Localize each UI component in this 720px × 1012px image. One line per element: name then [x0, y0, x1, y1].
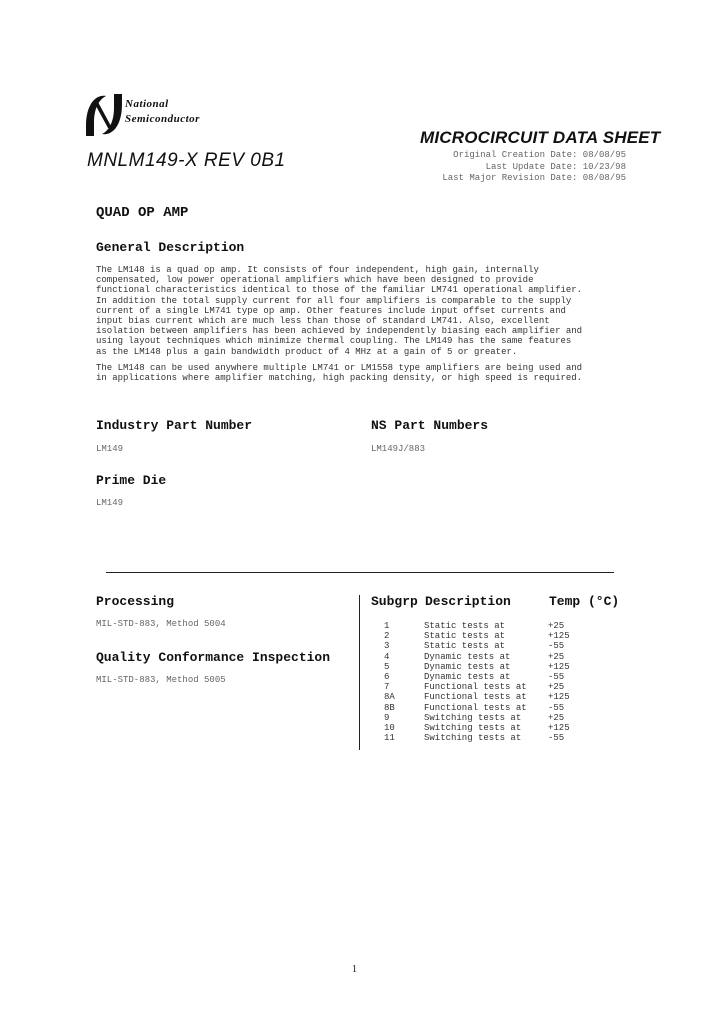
description-line: using layout techniques which minimize thermal coupling. The LM149 has the same features [96, 336, 572, 347]
description-line: The LM148 can be used anywhere multiple LM741 or LM1558 type amplifiers are being used and [96, 363, 583, 373]
table-row [384, 621, 588, 631]
description-cell: Static tests at [424, 621, 506, 631]
general-description-heading: General Description [96, 240, 245, 255]
logo-wordmark [125, 97, 200, 127]
temp-cell: +25 [548, 712, 565, 723]
table-row [384, 652, 588, 662]
creation-date: Original Creation Date: 08/08/95 [453, 150, 626, 160]
section-divider [106, 572, 614, 573]
description-line: current of a single LM741 type op amp. Other features include input offset currents and [96, 305, 566, 316]
description-cell: Functional tests at [424, 692, 527, 703]
device-title: QUAD OP AMP [96, 205, 189, 221]
table-row [384, 662, 588, 672]
quality-value: MIL-STD-883, Method 5005 [96, 675, 226, 685]
temp-cell: +25 [548, 682, 565, 693]
subgrp-cell: 5 [384, 661, 390, 672]
processing-value: MIL-STD-883, Method 5004 [96, 619, 226, 629]
temp-cell: +25 [548, 651, 565, 662]
description-cell: Static tests at [424, 631, 506, 642]
temp-cell: -55 [548, 702, 565, 713]
description-line: In addition the total supply current for all four amplifiers is comparable to the supply [96, 295, 572, 306]
ns-part-value: LM149J/883 [371, 444, 426, 454]
description-header: Description [425, 594, 511, 609]
quality-heading: Quality Conformance Inspection [96, 650, 331, 665]
description-line: functional characteristics identical to those of the familiar LM741 operational amplifier. [96, 285, 583, 296]
description-line: input bias current which are much less than those of standard LM741. Also, excellent [96, 316, 550, 327]
logo-line-1: National [125, 98, 169, 110]
subgrp-cell: 2 [384, 631, 390, 642]
temp-cell: +125 [548, 661, 570, 672]
table-row [384, 631, 588, 641]
subgrp-cell: 10 [384, 723, 395, 734]
description-cell: Dynamic tests at [424, 661, 511, 672]
description-cell: Functional tests at [424, 682, 527, 693]
description-line: as the LM148 plus a gain bandwidth product of 4 MHz at a gain of 5 or greater. [96, 346, 518, 357]
description-cell: Static tests at [424, 641, 506, 652]
temp-cell: +25 [548, 621, 565, 631]
table-row [384, 682, 588, 692]
revision-date: Last Major Revision Date: 08/08/95 [442, 173, 626, 183]
description-line: compensated, low power operational amplifiers which have been designed to provide [96, 275, 534, 286]
document-title: MICROCIRCUIT DATA SHEET [420, 128, 661, 147]
table-row [384, 713, 588, 723]
table-row [384, 672, 588, 682]
subgrp-cell: 8B [384, 702, 395, 713]
subgrp-cell: 7 [384, 682, 390, 693]
table-row [384, 703, 588, 713]
subgrp-cell: 9 [384, 712, 390, 723]
subgrp-cell: 11 [384, 733, 395, 744]
page-number: 1 [352, 964, 357, 975]
temp-cell: +125 [548, 631, 570, 642]
description-cell: Dynamic tests at [424, 651, 511, 662]
subgrp-cell: 3 [384, 641, 390, 652]
description-cell: Dynamic tests at [424, 672, 511, 683]
temp-cell: -55 [548, 672, 565, 683]
subgrp-header: Subgrp [371, 594, 418, 609]
revision-dates [442, 150, 626, 185]
prime-die-value: LM149 [96, 498, 124, 508]
update-date: Last Update Date: 10/23/98 [485, 161, 626, 172]
table-row [384, 723, 588, 733]
subgrp-cell: 8A [384, 692, 395, 703]
description-line: isolation between amplifiers has been achieved by independently biasing each amplifier and [96, 326, 583, 337]
temp-cell: +125 [548, 692, 570, 703]
description-cell: Functional tests at [424, 702, 527, 713]
description-line: in applications where amplifier matching, high packing density, or high speed is required. [96, 373, 583, 384]
temp-cell: +125 [548, 723, 570, 734]
subgrp-cell: 4 [384, 651, 390, 662]
subgrp-cell: 1 [384, 621, 390, 631]
description-cell: Switching tests at [424, 733, 522, 744]
description-cell: Switching tests at [424, 723, 522, 734]
logo-line-2: Semiconductor [125, 113, 200, 125]
table-row [384, 733, 588, 743]
table-row [384, 692, 588, 702]
table-row [384, 641, 588, 651]
temp-header: Temp (°C) [549, 594, 620, 609]
subgrp-cell: 6 [384, 672, 390, 683]
ns-part-heading: NS Part Numbers [371, 418, 489, 433]
subgroup-table [384, 621, 588, 743]
general-description-paragraph-1 [96, 265, 582, 357]
processing-heading: Processing [96, 594, 175, 609]
industry-part-heading: Industry Part Number [96, 418, 253, 433]
temp-cell: -55 [548, 641, 565, 652]
description-line: The LM148 is a quad op amp. It consists of four independent, high gain, internally [96, 265, 539, 275]
part-title: MNLM149-X REV 0B1 [87, 150, 286, 171]
industry-part-value: LM149 [96, 444, 124, 454]
general-description-paragraph-2 [96, 363, 582, 383]
national-semiconductor-logo-icon [84, 92, 124, 138]
description-cell: Switching tests at [424, 712, 522, 723]
prime-die-heading: Prime Die [96, 473, 167, 488]
column-divider [359, 595, 360, 750]
temp-cell: -55 [548, 733, 565, 744]
